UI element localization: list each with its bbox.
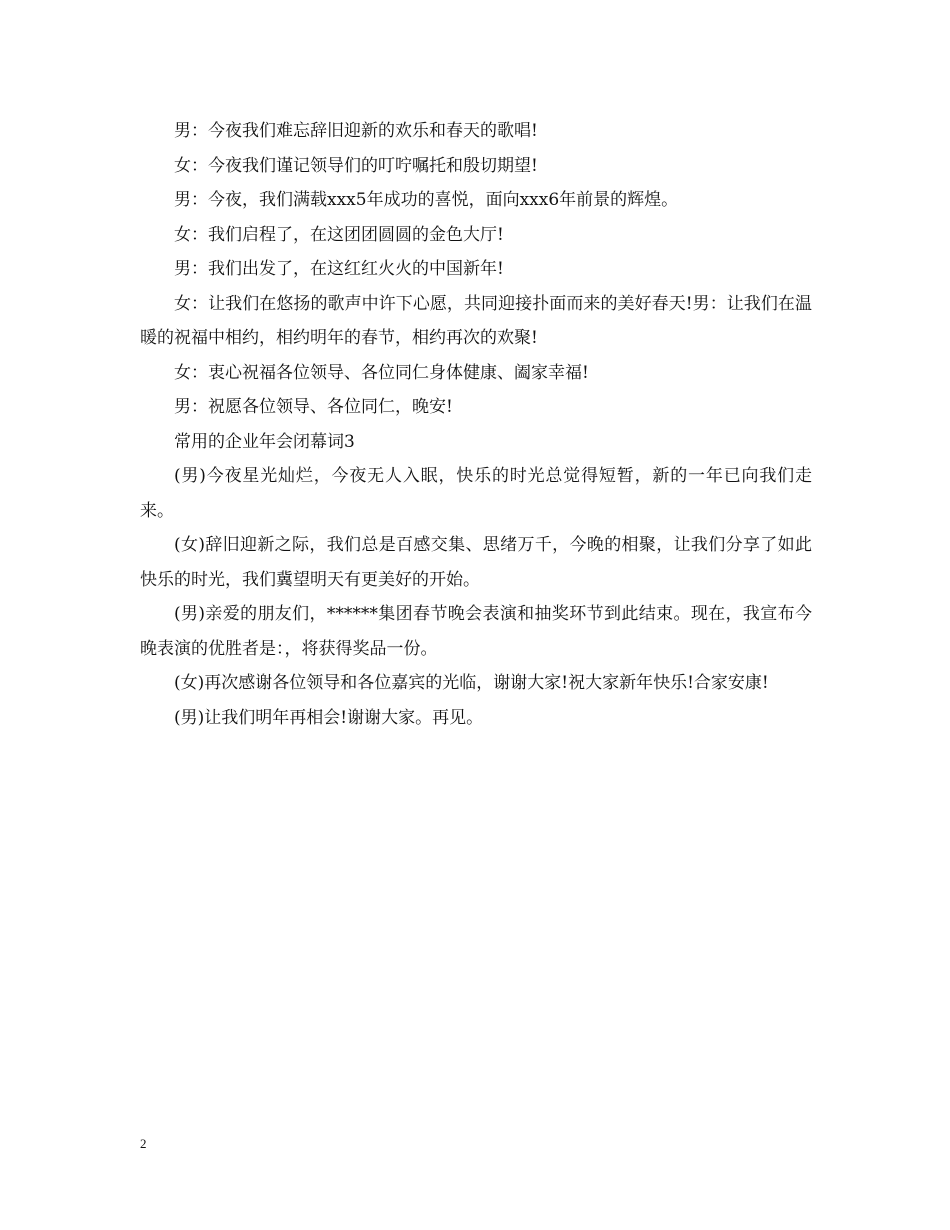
paragraph: (男)亲爱的朋友们，******集团春节晚会表演和抽奖环节到此结束。现在，我宣布今晚表演的优胜者是：，将获得奖品一份。 [140, 604, 812, 659]
page-number: 2 [140, 1136, 147, 1151]
paragraph: (女)辞旧迎新之际，我们总是百感交集、思绪万千，今晚的相聚，让我们分享了如此快乐的时光，我们冀望明天有更美好的开始。 [140, 535, 812, 590]
section-heading: 常用的企业年会闭幕词3 [174, 431, 355, 452]
paragraph: 男：祝愿各位领导、各位同仁，晚安! [174, 397, 453, 417]
paragraph: (女)再次感谢各位领导和各位嘉宾的光临，谢谢大家!祝大家新年快乐!合家安康! [174, 673, 769, 693]
document-body [140, 114, 812, 735]
paragraph: (男)让我们明年再相会!谢谢大家。再见。 [174, 707, 484, 728]
paragraph: 女：今夜我们谨记领导们的叮咛嘱托和殷切期望! [174, 155, 538, 176]
paragraph: 女：让我们在悠扬的歌声中许下心愿，共同迎接扑面而来的美好春天!男：让我们在温暖的祝福中相约，相约明年的春节，相约再次的欢聚! [140, 293, 812, 348]
paragraph: 女：我们启程了，在这团团圆圆的金色大厅! [174, 224, 504, 245]
paragraph: 男：今夜我们难忘辞旧迎新的欢乐和春天的歌唱! [174, 121, 538, 141]
paragraph: 女：衷心祝福各位领导、各位同仁身体健康、阖家幸福! [174, 362, 589, 383]
paragraph: (男)今夜星光灿烂，今夜无人入眠，快乐的时光总觉得短暂，新的一年已向我们走来。 [140, 466, 812, 521]
paragraph: 男：今夜，我们满载xxx5年成功的喜悦，面向xxx6年前景的辉煌。 [174, 190, 679, 210]
paragraph: 男：我们出发了，在这红红火火的中国新年! [174, 259, 504, 279]
